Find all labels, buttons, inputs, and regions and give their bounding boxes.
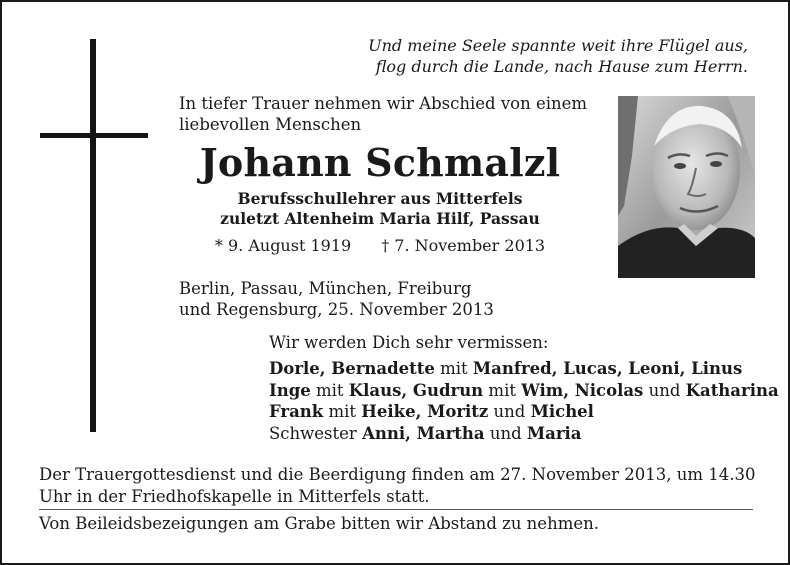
cross-icon-bar (40, 133, 148, 138)
family-line (269, 380, 779, 402)
family-line (269, 401, 779, 423)
cross-icon (90, 39, 96, 432)
family-connector: mit (434, 359, 473, 378)
family-connector: mit (323, 402, 362, 421)
family-member-names: Manfred, Lucas, Leoni, Linus (472, 359, 743, 378)
family-member-names: Michel (530, 402, 594, 421)
occupation-line: Berufsschullehrer aus Mitterfels (237, 189, 523, 208)
family-connector: und (643, 380, 686, 400)
family-member-names: Anni, Martha (362, 423, 485, 443)
deceased-name: Johann Schmalzl (199, 140, 561, 185)
family-member-names: Klaus, Gudrun (348, 380, 484, 400)
verse-line: flog durch die Lande, nach Hause zum Herrn. (375, 57, 748, 76)
family-intro: Wir werden Dich sehr vermissen: (269, 333, 549, 352)
portrait-image (618, 96, 755, 278)
verse (368, 35, 748, 77)
family-member-names: Frank (269, 402, 324, 421)
divider (39, 509, 753, 510)
condolence-note: Von Beileidsbezeigungen am Grabe bitten wir Abstand zu nehmen. (39, 514, 599, 533)
places-line: und Regensburg, 25. November 2013 (179, 300, 494, 319)
family-member-names: Dorle, Bernadette (269, 359, 435, 378)
family-connector: Schwester (269, 423, 363, 443)
family-member-names: Maria (526, 423, 582, 443)
family-member-names: Katharina (685, 380, 779, 400)
family-connector: mit (483, 380, 522, 400)
places-line: Berlin, Passau, München, Freiburg (179, 279, 472, 298)
portrait-photo (618, 96, 755, 278)
funeral-notice (39, 464, 759, 507)
life-dates (180, 236, 580, 255)
family-member-names: Wim, Nicolas (521, 380, 644, 400)
places-and-date (179, 278, 494, 320)
family-line (269, 358, 779, 380)
funeral-line: Uhr in der Friedhofskapelle in Mitterfels statt. (39, 486, 430, 506)
occupation (180, 189, 580, 229)
family-connector: und (488, 402, 531, 421)
intro-text (179, 93, 587, 135)
intro-line: In tiefer Trauer nehmen wir Abschied von einem (179, 94, 588, 113)
family-list (269, 358, 779, 444)
birth-date: * 9. August 1919 (214, 236, 352, 255)
death-date: † 7. November 2013 (381, 236, 546, 255)
family-member-names: Inge (269, 380, 311, 400)
family-line (269, 423, 779, 445)
family-connector: und (484, 423, 527, 443)
residence-line: zuletzt Altenheim Maria Hilf, Passau (220, 209, 540, 228)
family-member-names: Heike, Moritz (361, 402, 489, 421)
family-connector: mit (310, 380, 349, 400)
verse-line: Und meine Seele spannte weit ihre Flügel aus, (368, 36, 748, 55)
intro-line: liebevollen Menschen (179, 115, 362, 134)
funeral-line: Der Trauergottesdienst und die Beerdigung finden am 27. November 2013, um 14.30 (39, 465, 756, 484)
